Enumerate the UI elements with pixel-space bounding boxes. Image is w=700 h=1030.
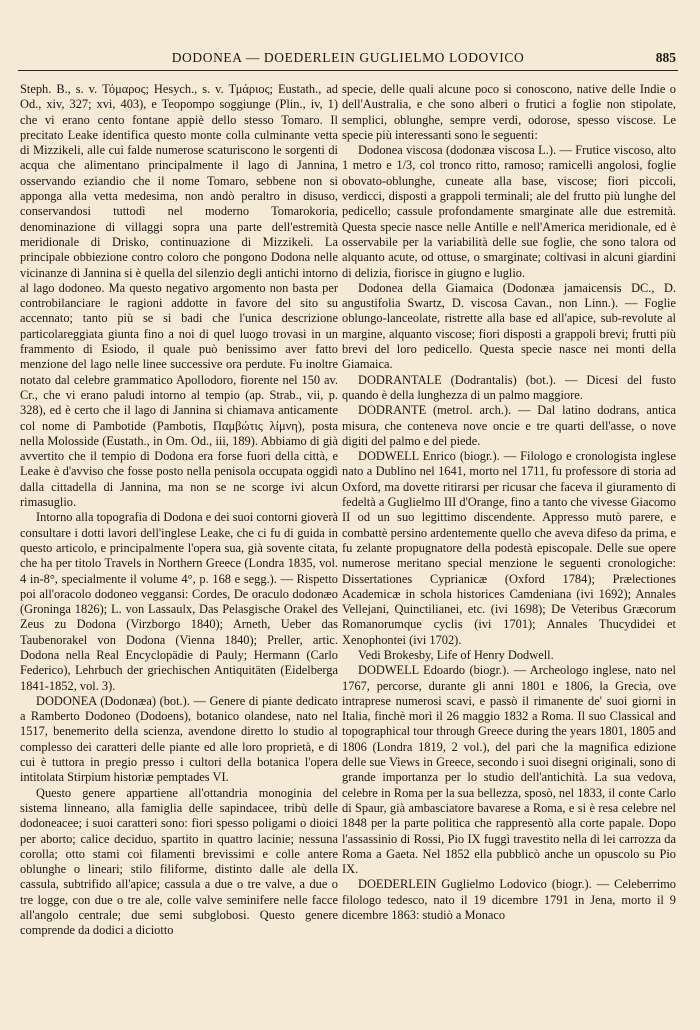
paragraph: DODONEA (Dodonæa) (bot.). — Genere di piante dedicato a Ramberto Dodoneo (Dodoens), botanico olandese, nato nel 1517, benemerito della scienza, avendone diretto lo studio al complesso dei caratteri delle piante ed alle loro proprietà, e di cui è tuttora in pregio presso i cultori della botanica l'opera intitolata Stirpium historiæ pemptades VI. [20, 693, 338, 785]
paragraph: Dodonea viscosa (dodonæa viscosa L.). — Frutice viscoso, alto 1 metro e 1/3, col tronco ritto, ramoso; ramicelli angolosi, foglie obovato-oblunghe, cuneate alla base, viscose; fiori piccoli, verdicci, disposti a grappoli terminali; ale del frutto più lunghe del pedicello; cassule profondamente smarginate alle due estremità. Questa specie nasce nelle Antille e nell'America meridionale, ed è osservabile per la variabilità delle sue foglie, che sono talora od alquanto acute, od ottuse, o smarginate; coltivasi in alcuni giardini di delizia, fiorisce in giugno e luglio. [342, 143, 676, 280]
paragraph: Dodonea della Giamaica (Dodonæa jamaicensis DC., D. angustifolia Swartz, D. viscosa Cavan., non Linn.). — Foglie oblungo-lanceolate, ristrette alla base ed all'apice, sub-revolute al margine, alquanto viscose; fiori disposti a grappoli brevi; frutti più brevi del loro pedicello. Questa specie nasce nei monti della Giamaica. [342, 280, 676, 372]
paragraph: Intorno alla topografia di Dodona e dei suoi contorni gioverà consultare i dotti lavori dell'inglese Leake, che ci fu di guida in questo articolo, e principalmente l'opera sua, già sovente citata, che ha per titolo Travels in Northern Greece (Londra 1835, vol. 4 in-8°, specialmente il volume 4°, p. 168 e segg.). — Rispetto poi all'oracolo dodoneo veggansi: Cordes, De oraculo dodonæo (Groninga 1826); L. von Lassaulx, Das Pelasgische Orakel des Zeus zu Dodona (Virzborgo 1840); Arneth, Ueber das Taubenorakel von Dodona (Vienna 1840); Preller, artic. Dodona nella Real Encyclopädie di Pauly; Hermann (Carlo Federico), Lehrbuch der griechischen Antiquitäten (Eidelberga 1841-1852, vol. 3). [20, 510, 338, 693]
paragraph: DODRANTALE (Dodrantalis) (bot.). — Dicesi del fusto quando è della lunghezza di un palmo maggiore. [342, 372, 676, 402]
header-title: DODONEA — DOEDERLEIN GUGLIELMO LODOVICO [171, 50, 525, 65]
paragraph: specie, delle quali alcune poco si conoscono, native delle Indie o dell'Australia, e che sono alberi o frutici a foglie non stipolate, semplici, oblunghe, sempre verdi, odorose, spesso viscose. Le specie più interessanti sono le seguenti: [342, 82, 676, 142]
paragraph: DODWELL Edoardo (biogr.). — Archeologo inglese, nato nel 1767, percorse, durante gli anni 1801 e 1806, la Grecia, ove intraprese numerosi scavi, e passò il rimanente de' suoi giorni in Italia, finchè morì il 26 maggio 1832 a Roma. Il suo Classical and topographical tour through Greece during the years 1801, 1805 and 1806 (Londra 1819, 2 vol.), del pari che la magnifica edizione delle sue Views in Greece, secondo i suoi disegni originali, sono di grande importanza per lo studio dell'antichità. La sua vedova, celebre in Roma per la sua bellezza, sposò, nel 1833, il conte Carlo di Spaur, già ambasciatore bavarese a Roma, e si è resa celebre nel 1848 per la parte politica che rappresentò alla corte papale. Dopo l'assassinio di Rossi, Pio IX fuggì travestito nella di lei carrozza da Roma a Gaeta. Nel 1852 ella pubblicò anche un opuscolo su Pio IX. [342, 663, 676, 877]
paragraph: Questo genere appartiene all'ottandria monoginia del sistema linneano, alla famiglia delle sapindacee, tribù delle dodoneacee; i suoi caratteri sono: fiori spesso poligami o dioici per aborto; calice deciduo, spartito in quattro lacinie; nessuna corolla; otto stami coi filamenti brevissimi e colle antere oblunghe o lineari; stilo filiforme, distinto dalle ale della cassula, subtrifido all'apice; cassula a due o tre valve, a due o tre logge, con due o tre ale, colle valve seminifere nelle facce all'angolo centrale; due semi subglobosi. Questo genere comprende da dodici a diciotto [20, 785, 338, 938]
paragraph: Steph. B., s. v. Τόμαρος; Hesych., s. v. Τμάριος; Eustath., ad Od., xiv, 327; xvi, 403), e Teopompo soggiunge (Plin., iv, 1) che vi erano cento fontane appiè dello stesso Tomaro. Il precitato Leake identifica questo monte colla culminante vetta di Mizzikeli, alle cui falde numerose scaturiscono le sorgenti di acqua che alimentano principalmente il lago di Jannina, osservando eziandio che il nome Tomaro, sebbene non si apponga alla vetta medesima, non andò peraltro in disuso, conservandosi tuttodì nel moderno Tomarokoria, denominazione di villaggi sopra una parte dell'estremità meridionale di Drisko, continuazione di Mizzikeli. La principale obbiezione contro coloro che pongono Dodona nelle vicinanze di Jannina si è quella del silenzio degli antichi intorno al lago dodoneo. Ma questo negativo argomento non basta per controbilanciare le ragioni addotte in favore del sito su accennato; tanto più se si badi che l'unica descrizione particolareggiata giunta fino a noi di quel luogo trovasi in un frammento di Esiodo, il quale può benissimo aver fatto menzione del lago nelle linee successive ora perdute. Fu inoltre notato dal celebre grammatico Apollodoro, fiorente nel 150 av. Cr., che vi erano paludi intorno al tempio (ap. Strab., vii, p. 328), ed è certo che il lago di Jannina si chiamava anticamente col nome di Pambotide (Pambotis, Παμβώτις λίμνη), posta nella Molosside (Eustath., in Om. Od., iii, 189). Abbiamo di già avvertito che il tempio di Dodona era forse fuori della città, e Leake è d'avviso che fosse posto nella penisola occupata oggidì dalla cittadella di Jannina, ma non se ne scorge ivi alcun rimasuglio. [20, 82, 338, 510]
left-column [20, 82, 338, 1022]
paragraph: DODRANTE (metrol. arch.). — Dal latino dodrans, antica misura, che conteneva nove oncie e tre quarti dell'asse, o nove digiti del palmo e del piede. [342, 403, 676, 448]
paragraph: DODWELL Enrico (biogr.). — Filologo e cronologista inglese nato a Dublino nel 1641, morto nel 1711, fu professore di storia ad Oxford, ma dovette ritirarsi per ricusar che faceva il giuramento di fedeltà a Guglielmo III d'Orange, fino a tanto che vivesse Giacomo II od un suo legittimo discendente. Appresso mutò parere, e combattè persino ardentemente quello che aveva difeso da prima, e fu zelante propugnatore della podestà episcopale. Delle sue opere numerose meritano special menzione le seguenti cronologiche: Dissertationes Cyprianicæ (Oxford 1784); Prælectiones Academicæ in schola historices Camdeniana (ivi 1692); Annales Vellejani, Quinctilianei, etc. (ivi 1698); De Veteribus Græcorum Romanorumque cyclis (ivi 1701); Annales Thucydidei et Xenophontei (ivi 1702). [342, 449, 676, 647]
running-header [18, 48, 678, 71]
page-number: 885 [655, 50, 676, 65]
right-column [342, 82, 676, 1022]
paragraph: Vedi Brokesby, Life of Henry Dodwell. [358, 647, 554, 662]
paragraph: DOEDERLEIN Guglielmo Lodovico (biogr.). — Celeberrimo filologo tedesco, nato il 19 dicembre 1791 in Jena, morto il 9 dicembre 1863: studiò a Monaco [342, 877, 676, 923]
